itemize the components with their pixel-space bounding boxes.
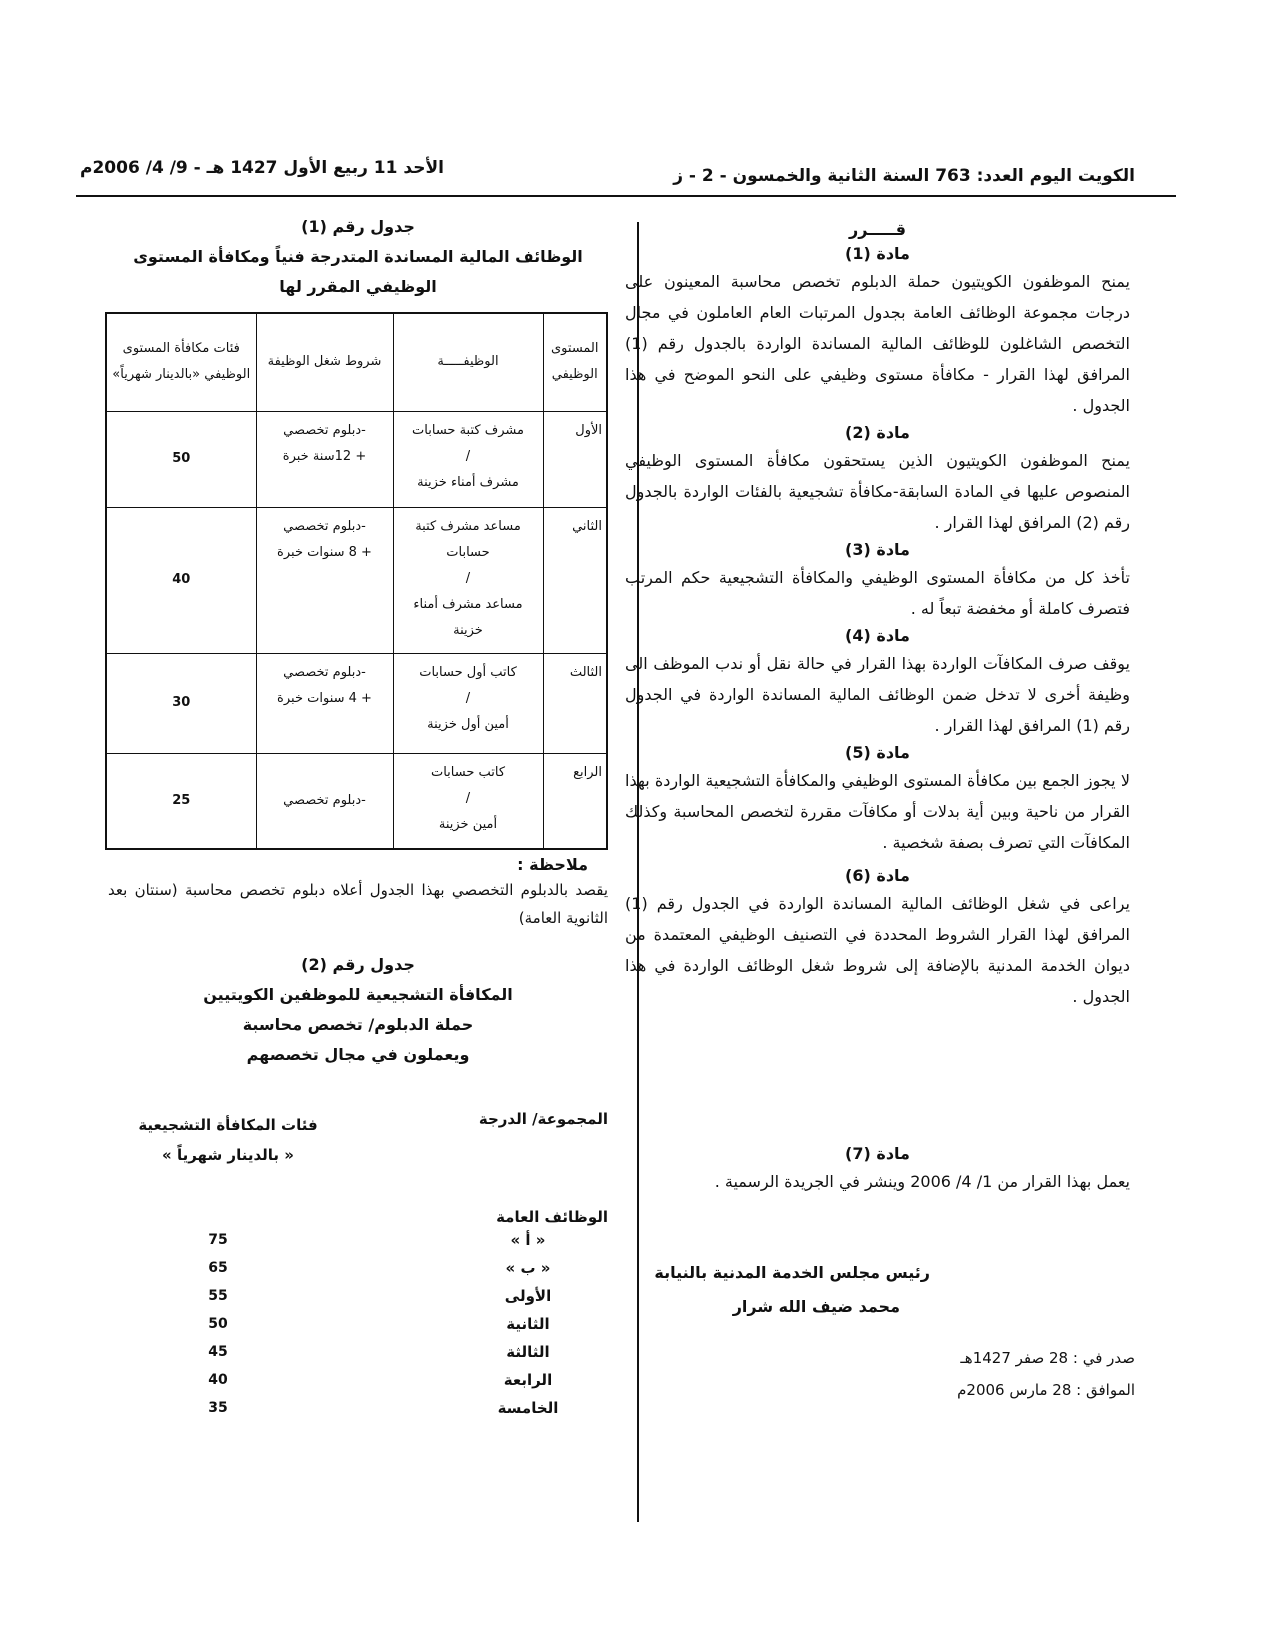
job-title: أمين أول خزينة: [427, 716, 509, 732]
condition-line: -دبلوم تخصصي: [283, 664, 366, 680]
article-6: [625, 864, 1130, 1012]
table2-heading: [108, 950, 608, 1070]
header-issue-info: الكويت اليوم العدد: 763 السنة الثانية والخمسون - 2 - ز: [673, 166, 1135, 186]
article-text: يعمل بهذا القرار من 1/ 4/ 2006 وينشر في الجريدة الرسمية .: [714, 1172, 1130, 1191]
note-text: يقصد بالدبلوم التخصصي بهذا الجدول أعلاه دبلوم تخصص محاسبة (سنتان بعد الثانوية العامة): [108, 881, 608, 927]
table-row: [106, 653, 607, 753]
table2-subtitle: ويعملون في مجال تخصصهم: [246, 1045, 470, 1064]
article-text: يوقف صرف المكافآت الواردة بهذا القرار في حالة نقل أو ندب الموظف الى وظيفة أخرى لا تدخل ضمن الوظائف المالية المساندة الواردة في الجدول رقم (1) المرافق لهذا القرار .: [625, 654, 1130, 735]
table2-subtitle: المكافأة التشجيعية للموظفين الكويتيين: [203, 985, 513, 1004]
article-2: [625, 421, 1130, 538]
article-text: يمنح الموظفون الكويتيون حملة الدبلوم تخصص محاسبة المعينون على درجات مجموعة الوظائف العامة بجدول المرتبات العام العاملون في مجال التخصص الشاغلون للوظائف المالية المساندة الواردة بالجدول رقم (1) المرافق لهذا القرار - مكافأة مستوى وظيفي على النحو الموضح في هذا الجدول .: [625, 272, 1130, 415]
article-text: لا يجوز الجمع بين مكافأة المستوى الوظيفي والمكافأة التشجيعية الواردة بهذا القرار من ناحية وبين أية بدلات أو مكافآت مقررة لتخصص المحاسبة وكذلك المكافآت التي تصرف بصفة شخصية .: [625, 771, 1130, 852]
job-separator: /: [465, 690, 471, 706]
table-row: [108, 1226, 608, 1254]
table1: [105, 312, 608, 850]
table2-subtitle: حملة الدبلوم/ تخصص محاسبة: [242, 1015, 474, 1034]
cell-reward: 50: [106, 411, 256, 507]
decision-title: قـــــرر: [849, 220, 906, 239]
table2-group-name: الوظائف العامة: [496, 1208, 608, 1226]
article-text: تأخذ كل من مكافأة المستوى الوظيفي والمكافأة التشجيعية حكم المرتب فتصرف كاملة أو مخفضة تبعاً له .: [625, 568, 1130, 618]
table-row: [108, 1254, 608, 1282]
job-title: مشرف كتبة حسابات: [412, 422, 524, 438]
table-row: [106, 507, 607, 653]
cell-conditions: [256, 411, 393, 507]
article-heading: مادة (6): [845, 866, 910, 885]
table-header-row: [106, 313, 607, 411]
col-header-conditions: شروط شغل الوظيفة: [256, 313, 393, 411]
article-4: [625, 624, 1130, 741]
col-header-job: الوظيفـــــة: [393, 313, 543, 411]
cell-job: [393, 411, 543, 507]
job-separator: /: [465, 790, 471, 806]
cell-level: الثالث: [543, 653, 607, 753]
table-row: [108, 1310, 608, 1338]
col-header-reward-line: « بالدينار شهرياً »: [162, 1146, 294, 1164]
condition-line: + 8 سنوات خبرة: [277, 544, 372, 560]
table-row: [108, 1394, 608, 1422]
col-header-reward: [108, 1110, 348, 1170]
cell-level: الأول: [543, 411, 607, 507]
cell-value: 65: [208, 1260, 228, 1276]
cell-value: 45: [208, 1344, 228, 1360]
job-title: مشرف أمناء خزينة: [417, 474, 519, 490]
note-title: ملاحظة :: [517, 855, 588, 874]
article-1: [625, 242, 1130, 421]
cell-job: [393, 753, 543, 849]
cell-grade: « ب »: [505, 1259, 551, 1277]
article-heading: مادة (2): [845, 423, 910, 442]
cell-conditions: [256, 507, 393, 653]
article-text: يمنح الموظفون الكويتيون الذين يستحقون مكافأة المستوى الوظيفي المنصوص عليها في المادة السابقة-مكافأة تشجيعية بالفئات الواردة بالجدول رقم (2) المرافق لهذا القرار .: [625, 451, 1130, 532]
article-heading: مادة (4): [845, 626, 910, 645]
cell-conditions: [256, 753, 393, 849]
condition-line: + 4 سنوات خبرة: [277, 690, 372, 706]
tables-column: [108, 212, 608, 1422]
cell-reward: 40: [106, 507, 256, 653]
article-heading: مادة (3): [845, 540, 910, 559]
cell-grade: الرابعة: [503, 1371, 553, 1389]
table-row: [108, 1338, 608, 1366]
header-rule: [76, 195, 1176, 197]
col-header-group: المجموعة/ الدرجة: [478, 1110, 608, 1128]
cell-value: 75: [208, 1232, 228, 1248]
table2-column-headers: [108, 1110, 608, 1170]
job-separator: /: [465, 570, 471, 586]
article-5: [625, 741, 1130, 858]
table1-subtitle: الوظيفي المقرر لها: [279, 277, 437, 296]
cell-level: الثاني: [543, 507, 607, 653]
job-separator: /: [465, 448, 471, 464]
table1-subtitle: الوظائف المالية المساندة المتدرجة فنياً ومكافأة المستوى: [133, 247, 583, 266]
article-heading: مادة (5): [845, 743, 910, 762]
cell-job: [393, 507, 543, 653]
job-title: مساعد مشرف كتبة حسابات: [415, 518, 521, 560]
signature-name: محمد ضيف الله شرار: [732, 1297, 900, 1316]
condition-line: -دبلوم تخصصي: [283, 422, 366, 438]
table-row: [106, 753, 607, 849]
cell-level: الرابع: [543, 753, 607, 849]
issue-date-block: [835, 1342, 1135, 1406]
cell-value: 55: [208, 1288, 228, 1304]
job-title: أمين خزينة: [438, 816, 498, 832]
job-title: مساعد مشرف أمناء خزينة: [413, 596, 523, 638]
cell-reward: 30: [106, 653, 256, 753]
cell-value: 35: [208, 1400, 228, 1416]
issued-hijri: صدر في : 28 صفر 1427هـ: [960, 1349, 1135, 1367]
article-7: [625, 1142, 1130, 1197]
cell-reward: 25: [106, 753, 256, 849]
signature-title: رئيس مجلس الخدمة المدنية بالنيابة: [654, 1263, 930, 1282]
table2-rows: [108, 1226, 608, 1422]
cell-job: [393, 653, 543, 753]
decision-column: [625, 218, 1130, 1197]
table2-title: جدول رقم (2): [301, 955, 415, 974]
article-3: [625, 538, 1130, 624]
signature-block: [630, 1256, 930, 1324]
cell-conditions: [256, 653, 393, 753]
cell-grade: الخامسة: [497, 1399, 559, 1417]
job-title: كاتب أول حسابات: [419, 664, 517, 680]
condition-line: -دبلوم تخصصي: [283, 792, 366, 808]
table-row: [108, 1366, 608, 1394]
col-header-level: المستوى الوظيفي: [543, 313, 607, 411]
condition-line: -دبلوم تخصصي: [283, 518, 366, 534]
job-title: كاتب حسابات: [430, 764, 506, 780]
cell-grade: الثالثة: [506, 1343, 550, 1361]
cell-grade: « أ »: [510, 1231, 546, 1249]
col-header-reward: فئات مكافأة المستوى الوظيفي «بالدينار شهرياً»: [106, 313, 256, 411]
article-heading: مادة (7): [845, 1144, 910, 1163]
table-row: [108, 1282, 608, 1310]
condition-line: + 12سنة خبرة: [282, 448, 367, 464]
table-row: [106, 411, 607, 507]
article-text: يراعى في شغل الوظائف المالية المساندة الواردة في الجدول رقم (1) المرافق لهذا القرار الشروط المحددة في التصنيف الوظيفي المعتمدة من ديوان الخدمة المدنية بالإضافة إلى شروط شغل الوظائف الواردة في هذا الجدول .: [625, 894, 1130, 1006]
cell-value: 40: [208, 1372, 228, 1388]
issued-gregorian: الموافق : 28 مارس 2006م: [957, 1381, 1135, 1399]
table1-title: جدول رقم (1): [301, 217, 415, 236]
cell-grade: الأولى: [504, 1287, 552, 1305]
cell-value: 50: [208, 1316, 228, 1332]
cell-grade: الثانية: [506, 1315, 550, 1333]
header-date: الأحد 11 ربيع الأول 1427 هـ - 9/ 4/ 2006م: [80, 158, 444, 178]
article-heading: مادة (1): [845, 244, 910, 263]
col-header-reward-line: فئات المكافأة التشجيعية: [138, 1116, 318, 1134]
